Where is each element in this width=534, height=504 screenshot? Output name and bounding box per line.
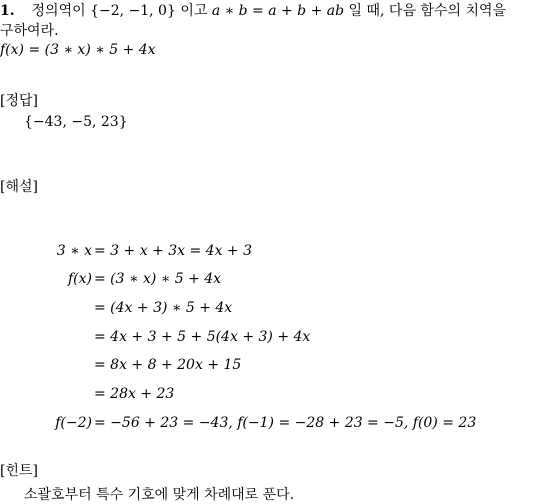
problem-number: 1. (0, 3, 15, 19)
solution-line-7-left: f(−2) (55, 415, 92, 431)
operation-definition: a ∗ b = a + b + ab (211, 3, 345, 19)
solution-line-5-right: = 8x + 8 + 20x + 15 (94, 357, 242, 373)
function-definition: f(x) = (3 ∗ x) ∗ 5 + 4x (0, 42, 156, 58)
problem-text-c: 일 때, 다음 함수의 치역을 (348, 3, 507, 19)
solution-line-2-left: f(x) (67, 271, 92, 287)
solution-line-2-right: = (3 ∗ x) ∗ 5 + 4x (94, 271, 222, 287)
hint-heading: [힌트] (0, 463, 38, 479)
solution-line-7-right: = −56 + 23 = −43, f(−1) = −28 + 23 = −5, f(0) = 23 (94, 415, 477, 431)
problem-text-a: 정의역이 (31, 3, 91, 19)
solution-line-3-right: = (4x + 3) ∗ 5 + 4x (94, 300, 233, 316)
problem-text-b: 이고 (180, 3, 212, 19)
problem-line-2: 구하여라. (0, 23, 59, 39)
solution-line-1-left: 3 ∗ x (56, 243, 92, 259)
answer-heading: [정답] (0, 93, 38, 109)
solution-heading: [해설] (0, 179, 38, 195)
answer-value: {−43, −5, 23} (24, 114, 128, 130)
solution-line-6-right: = 28x + 23 (94, 386, 175, 402)
problem-line-1 (0, 0, 506, 20)
solution-line-1-right: = 3 + x + 3x = 4x + 3 (94, 243, 253, 259)
domain-set: {−2, −1, 0} (90, 3, 176, 19)
solution-line-4-right: = 4x + 3 + 5 + 5(4x + 3) + 4x (94, 329, 311, 345)
hint-text: 소괄호부터 특수 기호에 맞게 차례대로 푼다. (24, 487, 295, 503)
